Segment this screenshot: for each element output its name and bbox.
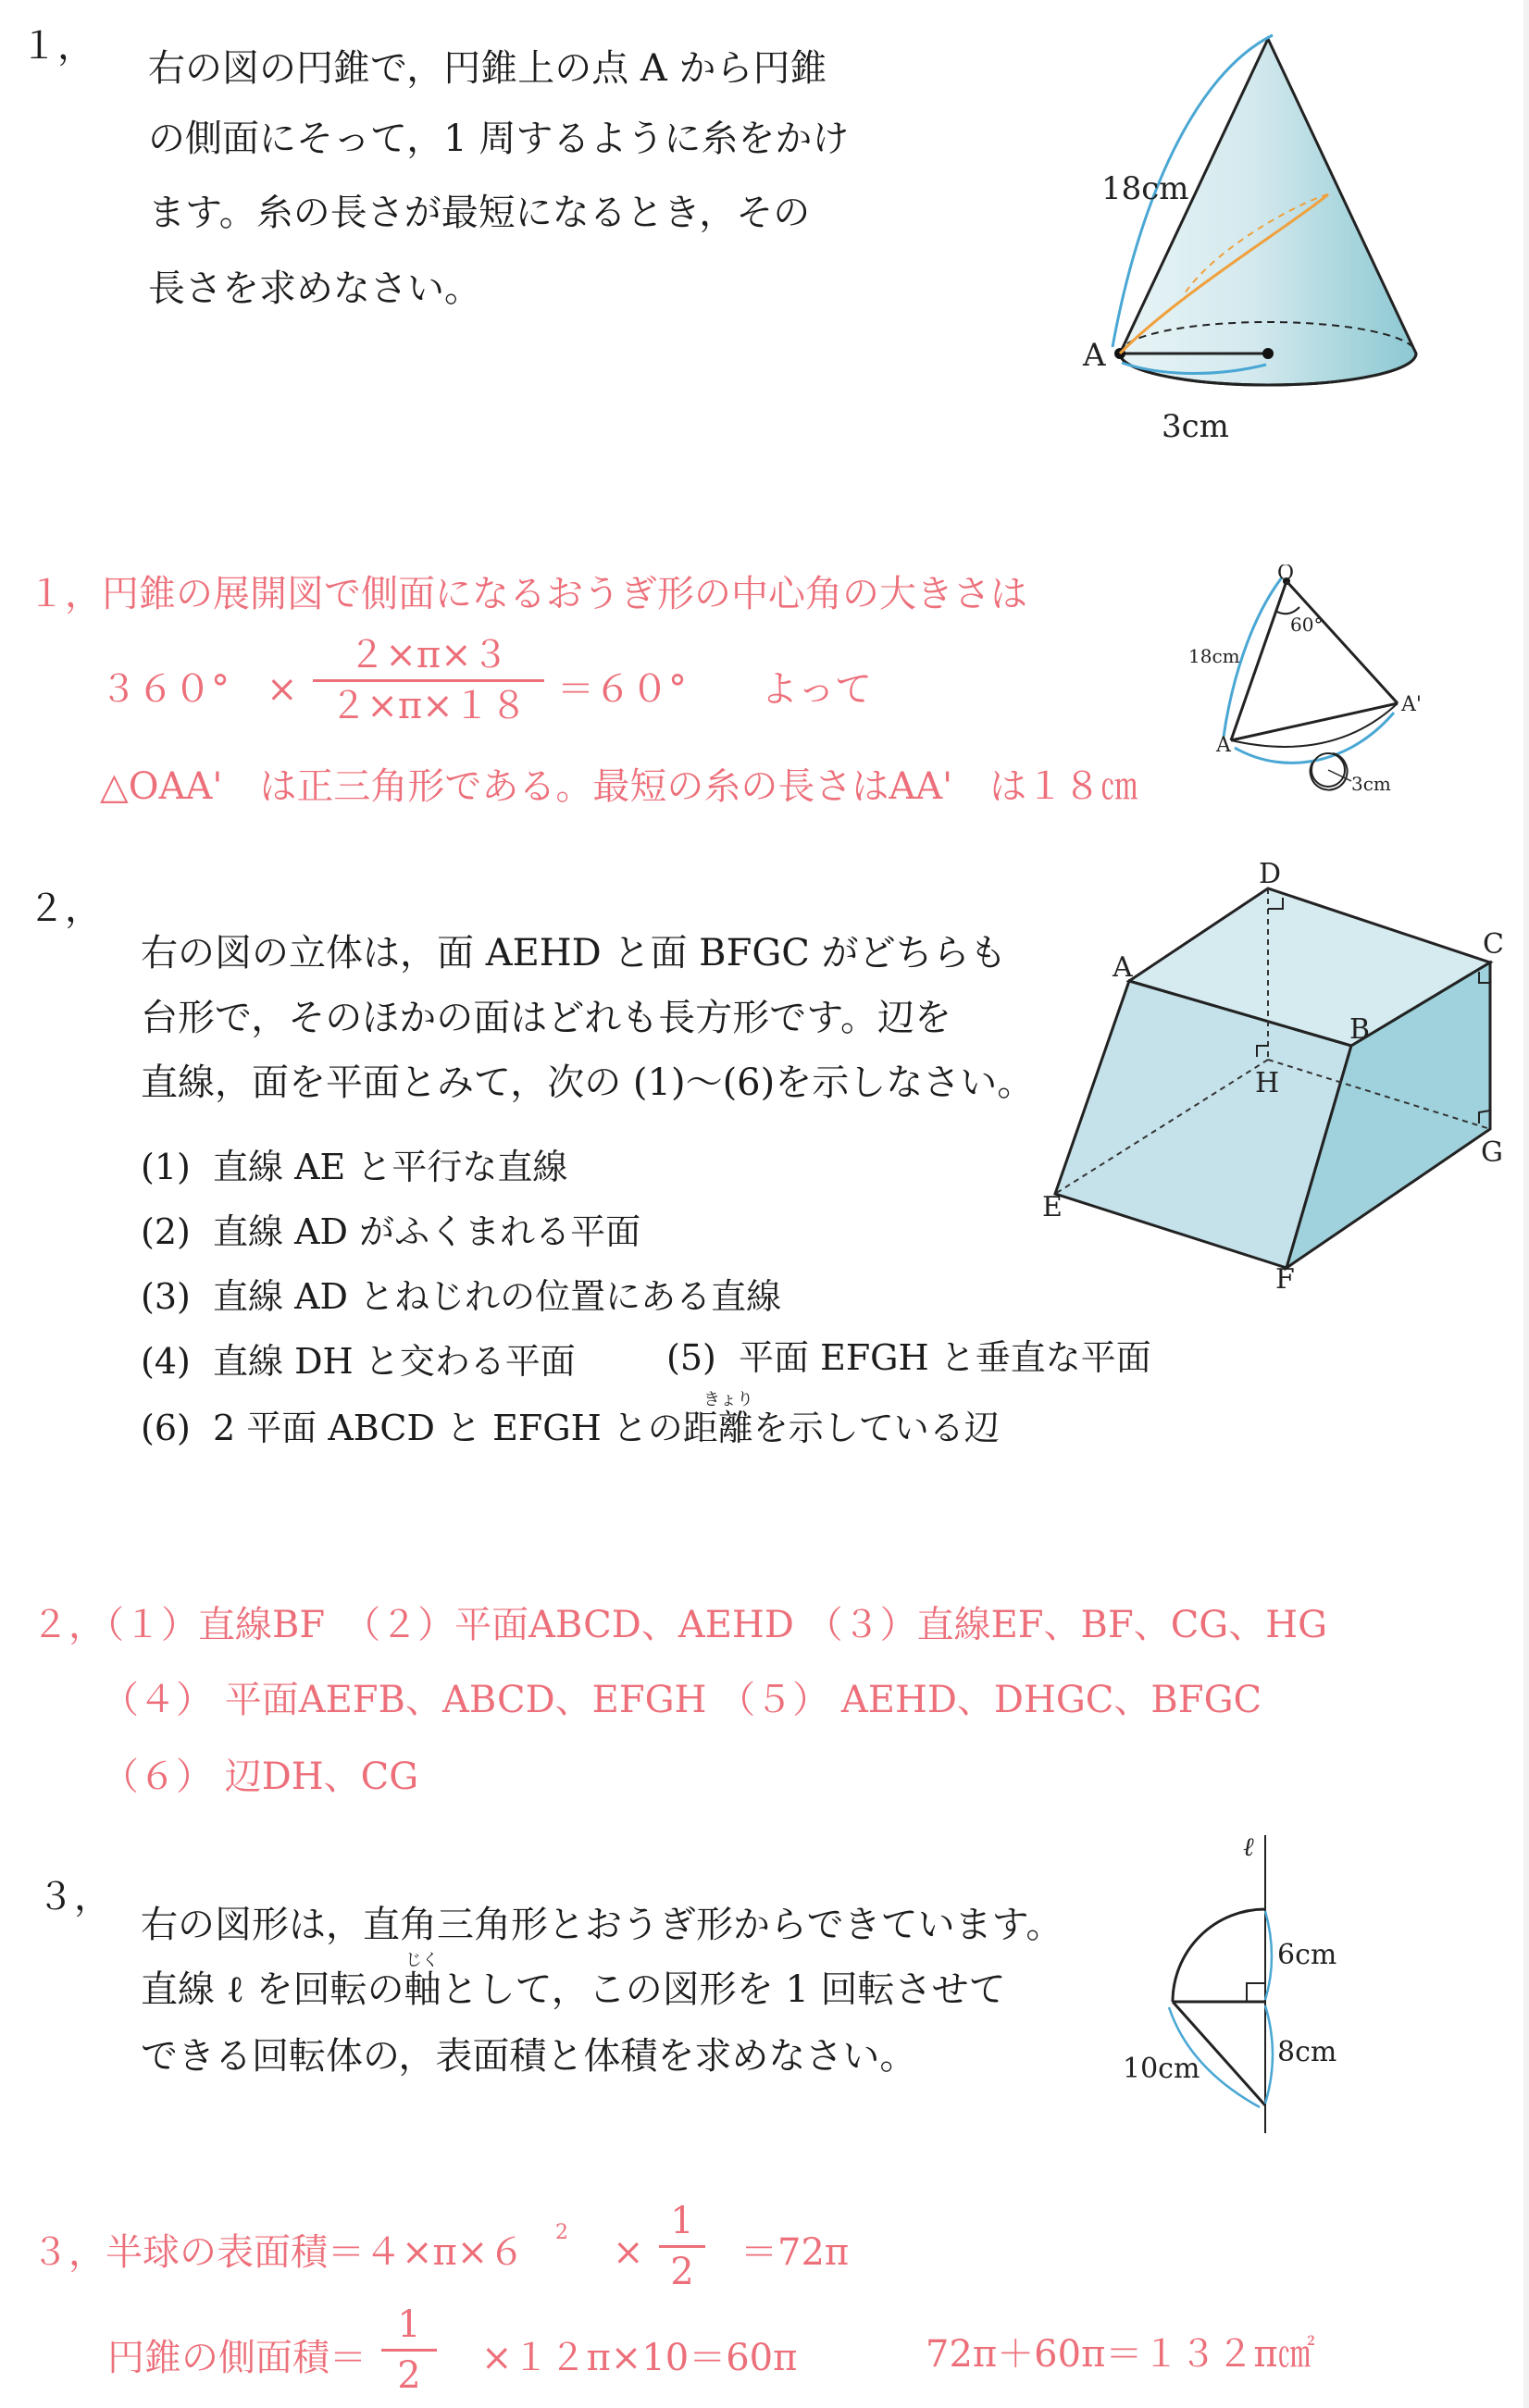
net-slant-label: 18cm — [1188, 645, 1240, 667]
right-angle-mark — [1247, 1983, 1265, 2002]
q1-number: １， — [20, 25, 94, 68]
a3-line-1-right: ＝72π — [740, 2231, 850, 2274]
a3-line-2-mid: ×１２π×10＝60π — [481, 2337, 798, 2379]
a3-exponent: 2 — [555, 2221, 568, 2244]
q2-item-6-text: 2 平面 ABCD と EFGH との距離を示している辺 — [213, 1408, 1000, 1448]
q2-item-1 — [141, 1149, 567, 1185]
q3-line-3: できる回転体の，表面積と体積を求めなさい。 — [141, 2035, 917, 2078]
a1-frac-den: ２×π×１８ — [329, 685, 528, 727]
label-h: H — [1255, 1067, 1280, 1099]
a3-mul: × — [613, 2231, 644, 2274]
net-a-label: A — [1216, 734, 1231, 757]
q2-item-1-num: (1) — [141, 1147, 191, 1187]
a3-frac-1 — [659, 2201, 705, 2292]
a3-frac-2-bar — [381, 2349, 437, 2352]
a1-expr-right: ＝６０° よって — [557, 668, 872, 711]
net-a2-label: A' — [1401, 693, 1422, 716]
q1-line-2: の側面にそって，1 周するように糸をかけ — [148, 118, 850, 160]
q1-line-3: ます。糸の長さが最短になるとき，その — [148, 192, 811, 234]
label-b: B — [1349, 1013, 1371, 1046]
q2-item-5 — [666, 1337, 1151, 1378]
bottom-length-label: 8cm — [1277, 2036, 1337, 2068]
radius-label: 3cm — [1162, 408, 1229, 445]
net-oa2 — [1287, 581, 1398, 703]
q2-item-6-num: (6) — [141, 1408, 191, 1448]
a1-net-figure — [1175, 565, 1453, 805]
net-r-label: 3cm — [1351, 773, 1391, 795]
q3-line-2: 直線 ℓ を回転の軸として，この図形を 1 回転させて — [141, 1968, 1006, 2011]
a1-line-3: △OAA' は正三角形である。最短の糸の長さはAA' は１８㎝ — [100, 765, 1138, 808]
a2-line-2: （４） 平面AEFB、ABCD、EFGH （５） AEHD、DHGC、BFGC — [102, 1679, 1262, 1721]
q3-ruby: じく — [405, 1951, 439, 1970]
q2-item-3-num: (3) — [141, 1276, 191, 1317]
q2-number: ２， — [28, 887, 102, 930]
a3-frac-2-den: 2 — [397, 2354, 421, 2397]
q2-ruby: きょり — [703, 1390, 753, 1409]
a3-frac-1-num: 1 — [670, 2200, 694, 2242]
net-arc-bracket — [1235, 713, 1394, 763]
net-angle-label: 60° — [1290, 614, 1324, 636]
q2-item-5-num: (5) — [666, 1337, 716, 1378]
a1-frac-bar — [313, 679, 544, 682]
q2-item-3-text: 直線 AD とねじれの位置にある直線 — [213, 1276, 782, 1317]
a3-line-2-left: 円錐の側面積＝ — [107, 2337, 367, 2379]
a3-frac-1-bar — [659, 2245, 705, 2248]
q2-line-3: 直線，面を平面とみて，次の (1)～(6)を示しなさい。 — [141, 1061, 1035, 1104]
label-d: D — [1259, 861, 1282, 890]
q3-number: ３， — [37, 1876, 111, 1918]
point-a-label: A — [1083, 337, 1106, 374]
a3-line-2-right: 72π＋60π＝１３２π㎠ — [926, 2333, 1315, 2376]
a3-frac-2 — [381, 2304, 437, 2396]
a3-line-1-left: ３，半球の表面積＝４×π×６ — [31, 2231, 526, 2274]
a1-fraction — [313, 635, 544, 726]
q2-item-5-text: 平面 EFGH と垂直な平面 — [739, 1337, 1151, 1378]
q2-item-4 — [141, 1341, 576, 1382]
quarter-arc — [1173, 1909, 1265, 2002]
q2-item-2-num: (2) — [141, 1211, 191, 1252]
q1-line-4: 長さを求めなさい。 — [148, 267, 481, 310]
q1-cone-figure — [1064, 19, 1435, 453]
label-a: A — [1113, 951, 1133, 984]
label-g: G — [1481, 1136, 1503, 1169]
q2-item-1-text: 直線 AE と平行な直線 — [213, 1147, 568, 1187]
slant-label: 18cm — [1101, 170, 1189, 207]
top-bracket — [1265, 1911, 1272, 2000]
a3-frac-1-den: 2 — [670, 2251, 694, 2293]
q2-solid-figure — [1027, 861, 1527, 1296]
q2-item-4-text: 直線 DH と交わる平面 — [213, 1341, 576, 1382]
q1-line-1: 右の図の円錐で，円錐上の点 A から円錐 — [148, 47, 827, 90]
q2-item-2 — [141, 1211, 641, 1252]
q3-figure — [1106, 1828, 1384, 2142]
q2-item-3 — [141, 1276, 782, 1317]
top-length-label: 6cm — [1277, 1939, 1337, 1971]
hyp-length-label: 10cm — [1123, 2053, 1200, 2085]
q2-item-6 — [141, 1410, 1000, 1446]
cone-body — [1120, 39, 1416, 385]
a1-frac-num: ２×π×３ — [348, 634, 509, 676]
bottom-bracket — [1265, 2005, 1273, 2104]
label-c: C — [1483, 928, 1504, 961]
q2-item-2-text: 直線 AD がふくまれる平面 — [213, 1211, 641, 1252]
q2-item-4-num: (4) — [141, 1341, 191, 1382]
q2-line-1: 右の図の立体は，面 AEHD と面 BFGC がどちらも — [141, 932, 1007, 974]
a1-expr-left: ３６０° × — [100, 668, 298, 711]
axis-label: ℓ — [1243, 1831, 1254, 1862]
q2-line-2: 台形で，そのほかの面はどれも長方形です。辺を — [141, 997, 951, 1039]
label-e: E — [1042, 1191, 1063, 1223]
net-o-label: O — [1277, 565, 1295, 585]
label-f: F — [1275, 1263, 1295, 1296]
a1-line-1: １，円錐の展開図で側面になるおうぎ形の中心角の大きさは — [28, 573, 1027, 615]
q3-line-1: 右の図形は，直角三角形とおうぎ形からできています。 — [141, 1904, 1063, 1946]
a3-frac-2-num: 1 — [397, 2303, 421, 2346]
cone-center — [1262, 348, 1274, 359]
a2-line-1: ２，（１）直線BF （２）平面ABCD、AEHD （３）直線EF、BF、CG、HG — [31, 1604, 1328, 1646]
a2-line-3: （６） 辺DH、CG — [102, 1756, 419, 1798]
